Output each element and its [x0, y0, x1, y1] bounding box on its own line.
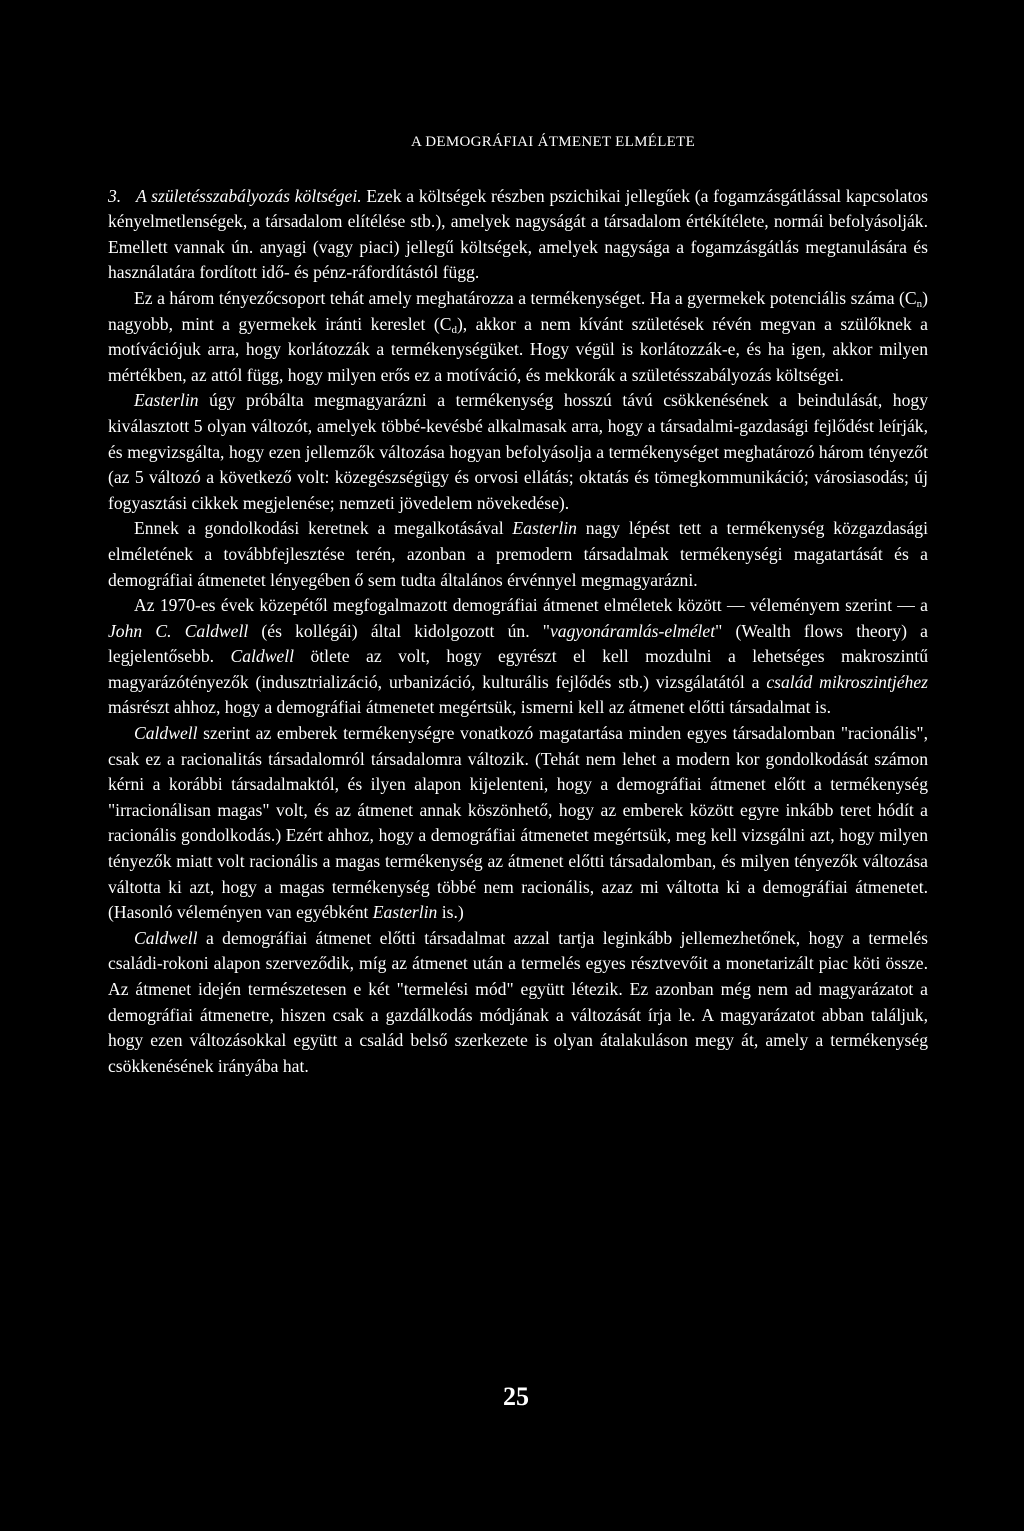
italic-name: Easterlin	[512, 518, 577, 539]
italic-name: Caldwell	[134, 723, 198, 744]
paragraph-7	[108, 926, 928, 1080]
italic-name: John C. Caldwell	[108, 620, 249, 641]
italic-term: család mikroszintjéhez	[766, 671, 928, 692]
italic-name: Caldwell	[230, 646, 295, 667]
running-head: A DEMOGRÁFIAI ÁTMENET ELMÉLETE	[410, 134, 696, 150]
paragraph-4	[108, 516, 928, 593]
paragraph-text: ötlete az volt, hogy egyrészt el kell mozdulni a lehetséges makroszintű magyarázótényezők (indusztrializáció, urbanizáció, kulturális fejlődés stb.) vizsgálatától a	[108, 646, 928, 692]
page-number: 25	[503, 1382, 529, 1411]
italic-term: vagyonáramlás-elmélet	[549, 620, 716, 641]
paragraph-text: a demográfiai átmenet előtti társadalmat azzal tartja leginkább jellemezhetőnek, hogy a termelés családi-rokoni alapon szerveződik, míg az átmenet után a termelés egyes résztvevőit a monetarizált piac köti össze. Az átmenet idején természetesen e két "termelési mód" együtt létezik. Ez azonban még nem ad magyarázatot a demográfiai átmenetre, hiszen csak a gazdálkodás módjának a változását írja le. A magyarázatot abban találjuk, hogy ezen változásokkal együtt a család belső szerkezete is olyan átalakuláson megy át, amely a termékenység csökkenésének irányába hat.	[108, 927, 928, 1076]
subscript-n: n	[916, 297, 923, 310]
paragraph-text: ) nagyobb, mint a gyermekek iránti kereslet (C	[108, 287, 928, 334]
paragraph-text: is.)	[437, 902, 464, 923]
paragraph-text: nagy lépést tett a termékenység közgazdasági elméletének a továbbfejlesztése terén, azonban a premodern társadalmak termékenységi magatartását és a demográfiai átmenetet lényegében ő sem tudta általános érvénnyel megmagyarázni.	[108, 518, 928, 590]
paragraph-text: szerint az emberek termékenységre vonatkozó magatartása minden egyes társadalomban "racionális", csak ez a racionalitás társadalomról társadalomra változik. (Tehát nem lehet a modern kor gondolkodását számon kérni a korábbi társadalmaktól, és ilyen alapon kijelenteni, hogy a demográfiai átmenet előtt a termékenység "irracionálisan magas" volt, és az átmenet annak köszönhető, hogy az emberek között egyre inkább teret hódít a racionális gondolkodás.) Ezért ahhoz, hogy a demográfiai átmenetet megértsük, meg kell vizsgálni azt, hogy milyen tényezők miatt volt racionális a magas termékenység az átmenet előtti társadalomban, és milyen tényezők változása váltotta ki azt, hogy a magas termékenység többé nem racionális, azaz mi váltotta ki a demográfiai átmenetet. (Hasonló véleményen van egyébként	[108, 723, 928, 923]
paragraph-text: Az 1970-es évek közepétől megfogalmazott demográfiai átmenet elméletek között — véleményem szerint — a	[134, 595, 928, 616]
list-number: 3.	[108, 185, 122, 206]
paragraph-text: Ennek a gondolkodási keretnek a megalkotásával	[134, 518, 513, 539]
paragraph-text: Ez a három tényezőcsoport tehát amely meghatározza a termékenységet. Ha a gyermekek potenciális száma (C	[134, 287, 917, 308]
paragraph-text: " (Wealth flows theory) a legjelentősebb.	[108, 620, 928, 667]
italic-name: Easterlin	[134, 390, 199, 411]
page-body	[108, 130, 928, 1079]
paragraph-6	[108, 721, 928, 926]
paragraph-text: úgy próbálta megmagyarázni a termékenység hosszú távú csökkenésének a beindulását, hogy kiválasztott 5 olyan változót, amelyek többé-kevésbé alkalmasak arra, hogy a társadalmi-gazdasági fejlődést leírják, és megvizsgálta, hogy ezen jellemzők változása hogyan befolyásolja a termékenységet meghatározó három tényezőt (az 5 változó a következő volt: közegészségügy és orvosi ellátás; oktatás és tömegkommunikáció; városiasodás; új fogyasztási cikkek megjelenése; nemzeti jövedelem növekedése).	[108, 390, 928, 513]
italic-name: Caldwell	[134, 927, 198, 948]
paragraph-text: (és kollégái) által kidolgozott ún. "	[248, 620, 550, 641]
paragraph-text: ), akkor a nem kívánt születések révén megvan a szülőknek a motívációjuk arra, hogy korlátozzák a termékenységüket. Hogy végül is korlátozzák-e, és ha igen, akkor milyen mértékben, az attól függ, hogy milyen erős ez a motíváció, és mekkorák a születésszabályozás költségei.	[108, 313, 928, 385]
paragraph-2	[108, 286, 928, 388]
paragraph-5	[108, 593, 928, 721]
paragraph-text: másrészt ahhoz, hogy a demográfiai átmenetet megértsük, ismerni kell az átmenet előtti társadalmat is.	[108, 697, 832, 718]
paragraph-1	[108, 184, 928, 286]
paragraph-text: Ezek a költségek részben pszichikai jellegűek (a fogamzásgátlással kapcsolatos kényelmetlenségek, a társadalom elítélése stb.), amelyek nagyságát a társadalom értékítélete, normái befolyásolják. Emellett vannak ún. anyagi (vagy piaci) jellegű költségek, amelyek nagysága a fogamzásgátlás megtanulására és használatára fordított idő- és pénz-ráfordítástól függ.	[108, 185, 928, 283]
italic-name: Easterlin	[372, 902, 438, 923]
paragraph-3	[108, 388, 928, 516]
subscript-d: d	[451, 323, 457, 336]
italic-lead: A születésszabályozás költségei.	[136, 185, 362, 206]
